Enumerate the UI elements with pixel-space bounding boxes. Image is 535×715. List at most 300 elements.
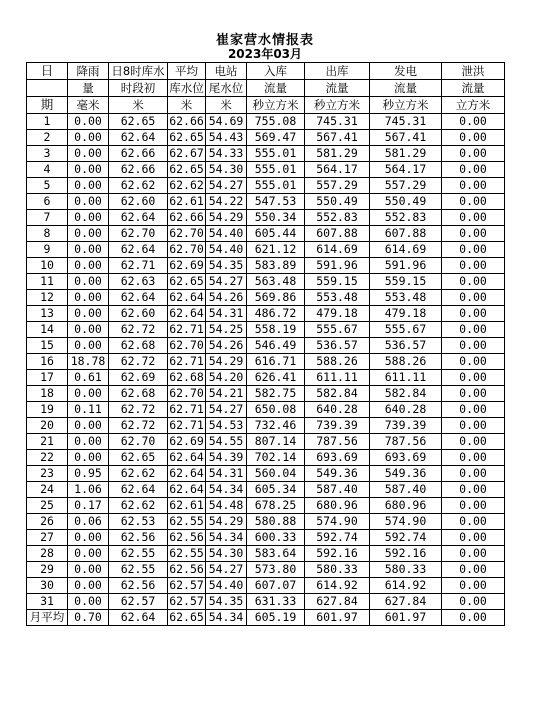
cell-avg-level: 62.57 xyxy=(169,594,204,608)
table-row xyxy=(27,466,505,482)
average-outflow: 601.97 xyxy=(305,610,370,626)
cell-gen-flow: 479.18 xyxy=(370,306,442,322)
cell-outflow: 567.41 xyxy=(305,130,370,146)
cell-inflow: 580.88 xyxy=(247,514,305,530)
cell-level-8am: 62.62 xyxy=(109,178,168,194)
cell-tail-level: 54.31 xyxy=(206,466,247,482)
cell-tail-level: 54.25 xyxy=(206,322,247,338)
cell-inflow: 605.34 xyxy=(247,482,305,498)
header-rainfall: 降雨 xyxy=(68,63,109,80)
table-row xyxy=(27,386,505,402)
cell-date: 28 xyxy=(27,546,68,562)
cell-gen-flow: 567.41 xyxy=(370,130,442,146)
cell-level-8am: 62.64 xyxy=(109,482,168,498)
cell-avg-level: 62.57 xyxy=(169,578,204,592)
cell-avg-level: 62.61 xyxy=(169,498,204,512)
cell-gen-flow: 787.56 xyxy=(370,434,442,450)
table-row xyxy=(27,450,505,466)
header-spill-flow: 泄洪 xyxy=(442,63,505,80)
cell-tail-level: 54.29 xyxy=(206,354,247,370)
cell-tail-level: 54.26 xyxy=(206,338,247,354)
cell-avg-level: 62.55 xyxy=(169,546,204,560)
cell-level-8am: 62.62 xyxy=(109,466,168,482)
cell-date: 18 xyxy=(27,386,68,402)
cell-outflow: 564.17 xyxy=(305,162,370,178)
cell-outflow: 640.28 xyxy=(305,402,370,418)
table-row xyxy=(27,114,505,130)
table-row xyxy=(27,594,505,610)
cell-level-8am: 62.68 xyxy=(109,386,168,402)
cell-rainfall: 0.00 xyxy=(68,178,109,194)
table-body xyxy=(27,63,505,626)
cell-rainfall: 0.00 xyxy=(68,562,109,578)
cell-gen-flow: 745.31 xyxy=(370,114,442,130)
average-tail-level: 54.34 xyxy=(206,610,247,626)
cell-date: 10 xyxy=(27,258,68,274)
cell-spill-flow: 0.00 xyxy=(442,114,505,130)
table-row xyxy=(27,146,505,162)
header-row-1 xyxy=(27,63,505,80)
cell-tail-level: 54.39 xyxy=(206,450,247,466)
header-row-2 xyxy=(27,80,505,97)
cell-outflow: 552.83 xyxy=(305,210,370,226)
cell-level-8am: 62.63 xyxy=(109,274,168,290)
cell-gen-flow: 627.84 xyxy=(370,594,442,610)
cell-outflow: 680.96 xyxy=(305,498,370,514)
cell-outflow: 588.26 xyxy=(305,354,370,370)
cell-level-8am: 62.60 xyxy=(109,306,168,322)
cell-level-8am: 62.53 xyxy=(109,514,168,530)
cell-tail-level: 54.30 xyxy=(206,162,247,178)
cell-date: 3 xyxy=(27,146,68,162)
cell-inflow: 550.34 xyxy=(247,210,305,226)
header-date: 日 xyxy=(27,63,68,80)
cell-tail-level: 54.43 xyxy=(206,130,247,146)
cell-avg-level: 62.66 xyxy=(169,210,204,224)
cell-level-8am: 62.71 xyxy=(109,258,168,274)
header-avg-level: 平均 xyxy=(168,63,206,80)
cell-gen-flow: 587.40 xyxy=(370,482,442,498)
cell-level-8am: 62.72 xyxy=(109,418,168,434)
cell-inflow: 631.33 xyxy=(247,594,305,610)
cell-rainfall: 0.00 xyxy=(68,274,109,290)
cell-date: 21 xyxy=(27,434,68,450)
cell-level-8am: 62.70 xyxy=(109,226,168,242)
header-spill-flow: 立方米 xyxy=(442,97,505,114)
header-inflow: 流量 xyxy=(247,80,305,97)
cell-tail-level: 54.55 xyxy=(206,434,247,450)
table-row xyxy=(27,562,505,578)
cell-gen-flow: 553.48 xyxy=(370,290,442,306)
header-tail-level: 电站 xyxy=(206,63,247,80)
cell-spill-flow: 0.00 xyxy=(442,210,505,226)
cell-level-8am: 62.65 xyxy=(109,450,168,466)
cell-avg-level: 62.64 xyxy=(169,450,204,464)
cell-tail-level: 54.40 xyxy=(206,578,247,594)
cell-inflow: 626.41 xyxy=(247,370,305,386)
cell-spill-flow: 0.00 xyxy=(442,418,505,434)
cell-avg-level: 62.56 xyxy=(169,530,204,544)
cell-level-8am: 62.72 xyxy=(109,354,168,370)
cell-avg-level: 62.69 xyxy=(169,434,204,448)
cell-gen-flow: 580.33 xyxy=(370,562,442,578)
table-row xyxy=(27,178,505,194)
average-gen-flow: 601.97 xyxy=(370,610,442,626)
cell-inflow: 547.53 xyxy=(247,194,305,210)
cell-outflow: 553.48 xyxy=(305,290,370,306)
cell-date: 19 xyxy=(27,402,68,418)
cell-rainfall: 18.78 xyxy=(68,354,109,370)
cell-spill-flow: 0.00 xyxy=(442,258,505,274)
header-avg-level: 米 xyxy=(168,97,206,114)
cell-gen-flow: 552.83 xyxy=(370,210,442,226)
cell-gen-flow: 588.26 xyxy=(370,354,442,370)
cell-level-8am: 62.72 xyxy=(109,322,168,338)
cell-spill-flow: 0.00 xyxy=(442,402,505,418)
cell-inflow: 621.12 xyxy=(247,242,305,258)
cell-gen-flow: 550.49 xyxy=(370,194,442,210)
cell-tail-level: 54.27 xyxy=(206,562,247,578)
cell-rainfall: 0.06 xyxy=(68,514,109,530)
cell-avg-level: 62.56 xyxy=(169,562,204,576)
cell-rainfall: 0.00 xyxy=(68,146,109,162)
cell-tail-level: 54.34 xyxy=(206,530,247,546)
cell-inflow: 732.46 xyxy=(247,418,305,434)
cell-spill-flow: 0.00 xyxy=(442,578,505,594)
table-row xyxy=(27,354,505,370)
cell-date: 26 xyxy=(27,514,68,530)
table-row xyxy=(27,514,505,530)
cell-tail-level: 54.33 xyxy=(206,146,247,162)
header-level-8am: 米 xyxy=(109,97,168,114)
cell-inflow: 600.33 xyxy=(247,530,305,546)
header-rainfall: 毫米 xyxy=(68,97,109,114)
cell-date: 4 xyxy=(27,162,68,178)
cell-tail-level: 54.26 xyxy=(206,290,247,306)
cell-inflow: 558.19 xyxy=(247,322,305,338)
cell-rainfall: 0.00 xyxy=(68,418,109,434)
cell-outflow: 581.29 xyxy=(305,146,370,162)
cell-date: 20 xyxy=(27,418,68,434)
header-date: 期 xyxy=(27,97,68,114)
cell-avg-level: 62.69 xyxy=(169,258,204,272)
header-inflow: 秒立方米 xyxy=(247,97,305,114)
cell-spill-flow: 0.00 xyxy=(442,242,505,258)
cell-date: 7 xyxy=(27,210,68,226)
cell-inflow: 583.89 xyxy=(247,258,305,274)
header-outflow: 秒立方米 xyxy=(305,97,370,114)
header-gen-flow: 流量 xyxy=(370,80,442,97)
average-label: 月平均 xyxy=(27,610,68,626)
header-rainfall: 量 xyxy=(68,80,109,97)
cell-level-8am: 62.66 xyxy=(109,146,168,162)
cell-level-8am: 62.68 xyxy=(109,338,168,354)
cell-outflow: 611.11 xyxy=(305,370,370,386)
cell-rainfall: 0.00 xyxy=(68,338,109,354)
cell-outflow: 587.40 xyxy=(305,482,370,498)
cell-inflow: 702.14 xyxy=(247,450,305,466)
cell-inflow: 583.64 xyxy=(247,546,305,562)
cell-inflow: 650.08 xyxy=(247,402,305,418)
cell-outflow: 614.92 xyxy=(305,578,370,594)
cell-spill-flow: 0.00 xyxy=(442,194,505,210)
cell-date: 1 xyxy=(27,114,68,130)
cell-level-8am: 62.55 xyxy=(109,546,168,562)
table-row xyxy=(27,194,505,210)
cell-avg-level: 62.62 xyxy=(169,178,204,192)
report-title-block xyxy=(26,33,504,61)
cell-rainfall: 0.61 xyxy=(68,370,109,386)
cell-date: 30 xyxy=(27,578,68,594)
average-avg-level: 62.65 xyxy=(169,610,204,624)
cell-rainfall: 0.00 xyxy=(68,594,109,610)
cell-gen-flow: 693.69 xyxy=(370,450,442,466)
cell-date: 13 xyxy=(27,306,68,322)
cell-tail-level: 54.30 xyxy=(206,546,247,562)
header-tail-level: 米 xyxy=(206,97,247,114)
table-row xyxy=(27,162,505,178)
cell-level-8am: 62.64 xyxy=(109,130,168,146)
cell-avg-level: 62.71 xyxy=(169,322,204,336)
header-tail-level: 尾水位 xyxy=(206,80,247,97)
cell-gen-flow: 582.84 xyxy=(370,386,442,402)
cell-rainfall: 0.00 xyxy=(68,210,109,226)
table-row xyxy=(27,242,505,258)
cell-spill-flow: 0.00 xyxy=(442,354,505,370)
cell-gen-flow: 739.39 xyxy=(370,418,442,434)
header-row-3 xyxy=(27,97,505,114)
cell-avg-level: 62.64 xyxy=(169,290,204,304)
cell-inflow: 616.71 xyxy=(247,354,305,370)
cell-gen-flow: 680.96 xyxy=(370,498,442,514)
cell-outflow: 592.74 xyxy=(305,530,370,546)
cell-spill-flow: 0.00 xyxy=(442,562,505,578)
cell-spill-flow: 0.00 xyxy=(442,450,505,466)
average-spill-flow: 0.00 xyxy=(442,610,505,626)
cell-date: 17 xyxy=(27,370,68,386)
cell-rainfall: 0.00 xyxy=(68,162,109,178)
cell-inflow: 569.86 xyxy=(247,290,305,306)
cell-rainfall: 0.00 xyxy=(68,578,109,594)
cell-date: 8 xyxy=(27,226,68,242)
cell-spill-flow: 0.00 xyxy=(442,386,505,402)
cell-avg-level: 62.64 xyxy=(169,466,204,480)
cell-level-8am: 62.56 xyxy=(109,578,168,594)
cell-spill-flow: 0.00 xyxy=(442,226,505,242)
cell-rainfall: 1.06 xyxy=(68,482,109,498)
header-outflow: 出库 xyxy=(305,63,370,80)
cell-tail-level: 54.53 xyxy=(206,418,247,434)
cell-rainfall: 0.00 xyxy=(68,322,109,338)
cell-outflow: 591.96 xyxy=(305,258,370,274)
cell-inflow: 569.47 xyxy=(247,130,305,146)
cell-rainfall: 0.00 xyxy=(68,114,109,130)
cell-gen-flow: 614.69 xyxy=(370,242,442,258)
cell-level-8am: 62.66 xyxy=(109,162,168,178)
header-inflow: 入库 xyxy=(247,63,305,80)
cell-avg-level: 62.61 xyxy=(169,194,204,208)
cell-gen-flow: 536.57 xyxy=(370,338,442,354)
cell-outflow: 592.16 xyxy=(305,546,370,562)
cell-spill-flow: 0.00 xyxy=(442,338,505,354)
cell-avg-level: 62.65 xyxy=(169,274,204,288)
cell-level-8am: 62.72 xyxy=(109,402,168,418)
cell-rainfall: 0.00 xyxy=(68,386,109,402)
cell-tail-level: 54.29 xyxy=(206,514,247,530)
cell-inflow: 582.75 xyxy=(247,386,305,402)
cell-rainfall: 0.17 xyxy=(68,498,109,514)
cell-tail-level: 54.27 xyxy=(206,274,247,290)
cell-tail-level: 54.29 xyxy=(206,210,247,226)
cell-rainfall: 0.00 xyxy=(68,130,109,146)
cell-avg-level: 62.55 xyxy=(169,514,204,528)
cell-inflow: 555.01 xyxy=(247,178,305,194)
cell-tail-level: 54.35 xyxy=(206,594,247,610)
cell-spill-flow: 0.00 xyxy=(442,498,505,514)
cell-avg-level: 62.70 xyxy=(169,226,204,240)
cell-inflow: 678.25 xyxy=(247,498,305,514)
cell-tail-level: 54.27 xyxy=(206,178,247,194)
cell-gen-flow: 555.67 xyxy=(370,322,442,338)
cell-spill-flow: 0.00 xyxy=(442,162,505,178)
cell-level-8am: 62.65 xyxy=(109,114,168,130)
cell-date: 16 xyxy=(27,354,68,370)
table-row xyxy=(27,226,505,242)
cell-outflow: 549.36 xyxy=(305,466,370,482)
cell-inflow: 607.07 xyxy=(247,578,305,594)
cell-gen-flow: 549.36 xyxy=(370,466,442,482)
cell-level-8am: 62.62 xyxy=(109,498,168,514)
cell-level-8am: 62.64 xyxy=(109,242,168,258)
cell-spill-flow: 0.00 xyxy=(442,322,505,338)
cell-tail-level: 54.20 xyxy=(206,370,247,386)
cell-rainfall: 0.00 xyxy=(68,450,109,466)
header-level-8am: 日8时库水 xyxy=(109,63,168,80)
cell-inflow: 555.01 xyxy=(247,162,305,178)
cell-gen-flow: 581.29 xyxy=(370,146,442,162)
cell-level-8am: 62.57 xyxy=(109,594,168,610)
cell-outflow: 607.88 xyxy=(305,226,370,242)
cell-outflow: 479.18 xyxy=(305,306,370,322)
cell-rainfall: 0.00 xyxy=(68,226,109,242)
cell-inflow: 605.44 xyxy=(247,226,305,242)
table-row xyxy=(27,498,505,514)
cell-tail-level: 54.21 xyxy=(206,386,247,402)
cell-tail-level: 54.27 xyxy=(206,402,247,418)
cell-gen-flow: 614.92 xyxy=(370,578,442,594)
cell-rainfall: 0.95 xyxy=(68,466,109,482)
cell-gen-flow: 640.28 xyxy=(370,402,442,418)
cell-inflow: 807.14 xyxy=(247,434,305,450)
cell-outflow: 555.67 xyxy=(305,322,370,338)
cell-inflow: 563.48 xyxy=(247,274,305,290)
cell-gen-flow: 611.11 xyxy=(370,370,442,386)
cell-inflow: 555.01 xyxy=(247,146,305,162)
header-outflow: 流量 xyxy=(305,80,370,97)
cell-date: 9 xyxy=(27,242,68,258)
cell-gen-flow: 564.17 xyxy=(370,162,442,178)
cell-rainfall: 0.00 xyxy=(68,546,109,562)
cell-date: 15 xyxy=(27,338,68,354)
table-row xyxy=(27,290,505,306)
cell-inflow: 546.49 xyxy=(247,338,305,354)
cell-date: 23 xyxy=(27,466,68,482)
table-row xyxy=(27,482,505,498)
cell-level-8am: 62.55 xyxy=(109,562,168,578)
cell-outflow: 787.56 xyxy=(305,434,370,450)
average-level-8am: 62.64 xyxy=(109,610,168,626)
table-row xyxy=(27,434,505,450)
cell-spill-flow: 0.00 xyxy=(442,290,505,306)
cell-rainfall: 0.00 xyxy=(68,258,109,274)
cell-gen-flow: 607.88 xyxy=(370,226,442,242)
average-rainfall: 0.70 xyxy=(68,610,109,626)
cell-spill-flow: 0.00 xyxy=(442,370,505,386)
table-row xyxy=(27,546,505,562)
cell-tail-level: 54.40 xyxy=(206,242,247,258)
cell-avg-level: 62.68 xyxy=(169,370,204,384)
cell-avg-level: 62.71 xyxy=(169,354,204,368)
cell-inflow: 755.08 xyxy=(247,114,305,130)
cell-spill-flow: 0.00 xyxy=(442,306,505,322)
cell-level-8am: 62.56 xyxy=(109,530,168,546)
cell-spill-flow: 0.00 xyxy=(442,546,505,562)
cell-date: 5 xyxy=(27,178,68,194)
table-row xyxy=(27,418,505,434)
cell-date: 29 xyxy=(27,562,68,578)
cell-rainfall: 0.00 xyxy=(68,194,109,210)
cell-date: 6 xyxy=(27,194,68,210)
header-avg-level: 库水位 xyxy=(169,81,204,95)
table-row xyxy=(27,322,505,338)
cell-rainfall: 0.11 xyxy=(68,402,109,418)
table-row xyxy=(27,338,505,354)
cell-spill-flow: 0.00 xyxy=(442,530,505,546)
cell-gen-flow: 592.16 xyxy=(370,546,442,562)
average-inflow: 605.19 xyxy=(247,610,305,626)
cell-gen-flow: 557.29 xyxy=(370,178,442,194)
cell-spill-flow: 0.00 xyxy=(442,178,505,194)
cell-spill-flow: 0.00 xyxy=(442,466,505,482)
cell-tail-level: 54.34 xyxy=(206,482,247,498)
table-row xyxy=(27,370,505,386)
cell-outflow: 557.29 xyxy=(305,178,370,194)
cell-level-8am: 62.70 xyxy=(109,434,168,450)
cell-date: 31 xyxy=(27,594,68,610)
table-row xyxy=(27,258,505,274)
cell-spill-flow: 0.00 xyxy=(442,482,505,498)
cell-outflow: 627.84 xyxy=(305,594,370,610)
cell-inflow: 486.72 xyxy=(247,306,305,322)
cell-rainfall: 0.00 xyxy=(68,306,109,322)
header-spill-flow: 流量 xyxy=(442,80,505,97)
cell-gen-flow: 591.96 xyxy=(370,258,442,274)
cell-avg-level: 62.66 xyxy=(169,114,204,128)
cell-spill-flow: 0.00 xyxy=(442,274,505,290)
cell-outflow: 550.49 xyxy=(305,194,370,210)
cell-date: 24 xyxy=(27,482,68,498)
cell-spill-flow: 0.00 xyxy=(442,434,505,450)
cell-spill-flow: 0.00 xyxy=(442,514,505,530)
water-report-table xyxy=(26,62,505,626)
cell-date: 14 xyxy=(27,322,68,338)
cell-outflow: 536.57 xyxy=(305,338,370,354)
header-gen-flow: 发电 xyxy=(370,63,442,80)
cell-rainfall: 0.00 xyxy=(68,530,109,546)
monthly-average-row xyxy=(27,610,505,626)
cell-gen-flow: 592.74 xyxy=(370,530,442,546)
cell-avg-level: 62.67 xyxy=(169,146,204,160)
